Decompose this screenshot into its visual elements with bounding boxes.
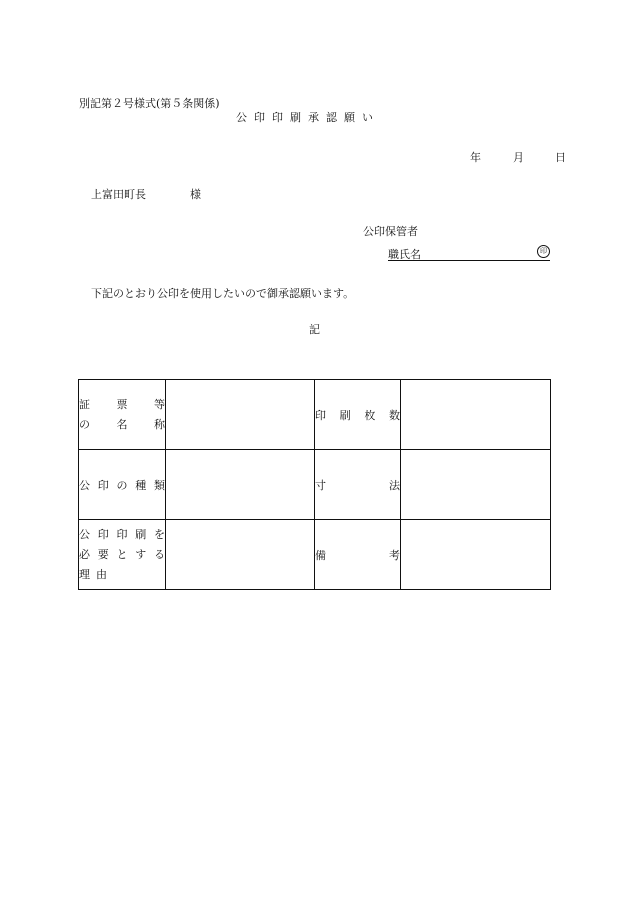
document-name-field[interactable] bbox=[166, 380, 315, 450]
reason-label: 公 印 印 刷 を 必 要 と す る 理 由 bbox=[79, 520, 166, 590]
seal-keeper-label: 公印保管者 bbox=[363, 225, 418, 238]
document-title: 公印印刷承認願い bbox=[236, 111, 380, 124]
seal-type-field[interactable] bbox=[166, 450, 315, 520]
dimensions-label: 寸 法 bbox=[315, 450, 401, 520]
seal-type-label: 公 印 の 種 類 bbox=[79, 450, 166, 520]
table-row bbox=[79, 380, 551, 450]
remarks-label: 備 考 bbox=[315, 520, 401, 590]
request-statement: 下記のとおり公印を使用したいので御承認願います。 bbox=[91, 287, 355, 300]
addressee bbox=[91, 186, 201, 202]
dimensions-field[interactable] bbox=[401, 450, 551, 520]
seal-mark-icon: 印 bbox=[537, 245, 550, 258]
name-signature-line[interactable] bbox=[388, 246, 550, 261]
table-row bbox=[79, 520, 551, 590]
month-label: 月 bbox=[513, 151, 524, 164]
ki-heading: 記 bbox=[309, 323, 320, 336]
day-label: 日 bbox=[555, 151, 566, 164]
date-line bbox=[470, 149, 566, 165]
remarks-field[interactable] bbox=[401, 520, 551, 590]
print-count-label: 印 刷 枚 数 bbox=[315, 380, 401, 450]
name-label: 職氏名 bbox=[388, 248, 421, 261]
application-table bbox=[78, 379, 551, 590]
form-number: 別記第２号様式(第５条関係) bbox=[79, 97, 220, 110]
document-name-label: 証 票 等 の 名 称 bbox=[79, 380, 166, 450]
addressee-name: 上富田町長 bbox=[91, 188, 146, 201]
table-row bbox=[79, 450, 551, 520]
year-label: 年 bbox=[470, 151, 481, 164]
reason-field[interactable] bbox=[166, 520, 315, 590]
honorific: 様 bbox=[190, 188, 201, 201]
print-count-field[interactable] bbox=[401, 380, 551, 450]
